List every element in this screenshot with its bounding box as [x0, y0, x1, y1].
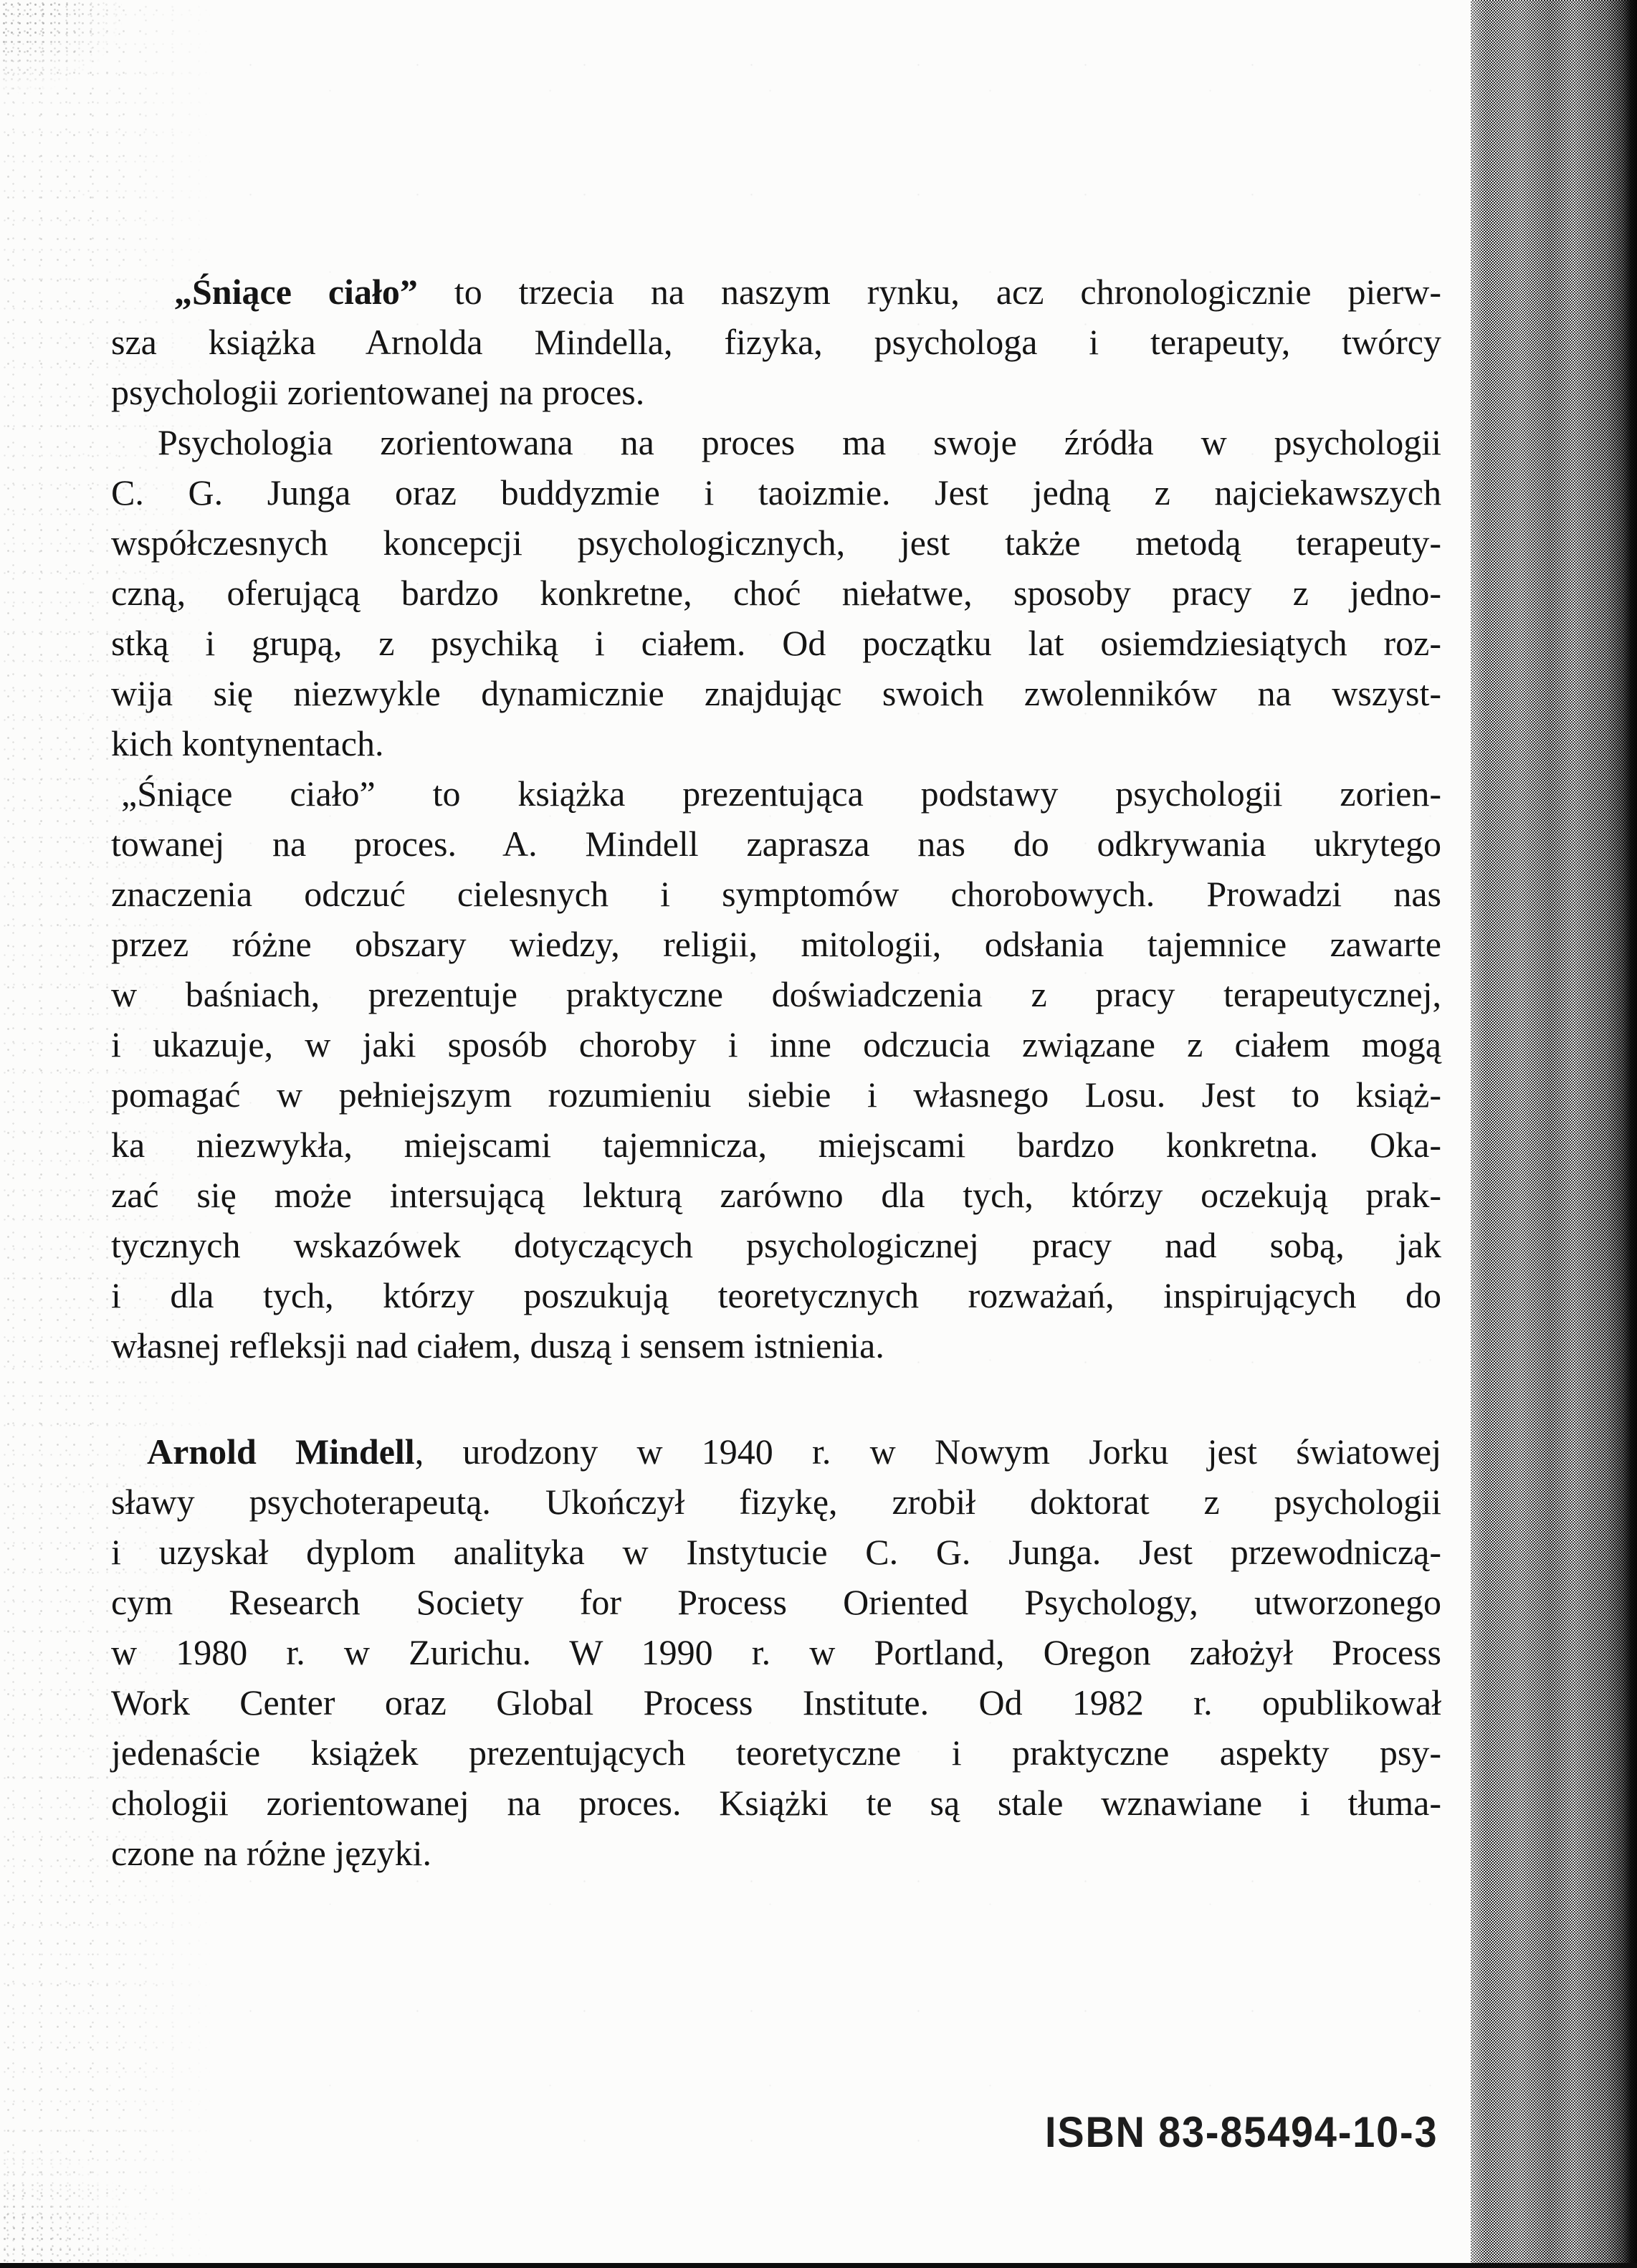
paragraph-process-psychology [111, 417, 1441, 768]
paragraph-lead-bold: „Śniące ciało” [174, 272, 418, 312]
text-line: w baśniach, prezentuje praktyczne doświadczenia z pracy terapeutycznej, [111, 974, 1441, 1014]
paragraph-author-bio [111, 1426, 1441, 1878]
text-line: psychologii zorientowanej na proces. [111, 372, 645, 412]
text-line: towanej na proces. A. Mindell zaprasza nas do odkrywania ukrytego [111, 824, 1441, 864]
text-line: sławy psychoterapeutą. Ukończył fizykę, zrobił doktorat z psychologii [111, 1482, 1441, 1522]
text-line: kich kontynentach. [111, 723, 384, 763]
paragraph-intro [111, 267, 1441, 417]
text-line: współczesnych koncepcji psychologicznych, jest także metodą terapeuty- [111, 523, 1441, 563]
paragraph-book-description [111, 768, 1441, 1371]
text-line: ka niezwykła, miejscami tajemnicza, miejscami bardzo konkretna. Oka- [111, 1125, 1441, 1165]
text-line: i uzyskał dyplom analityka w Instytucie C. G. Junga. Jest przewodniczą- [111, 1532, 1441, 1572]
text-line: wija się niezwykle dynamicznie znajdując swoich zwolenników na wszyst- [111, 673, 1441, 713]
line-text: to trzecia na naszym rynku, acz chronologicznie pierw- [417, 272, 1441, 312]
text-line: czone na różne języki. [111, 1833, 431, 1873]
scan-bottom-edge-line [0, 2263, 1637, 2268]
text-line: chologii zorientowanej na proces. Książki te są stale wznawiane i tłuma- [111, 1783, 1441, 1823]
scan-noise-top-left-corner [0, 0, 122, 93]
text-line: stką i grupą, z psychiką i ciałem. Od początku lat osiemdziesiątych roz- [111, 623, 1441, 663]
isbn-label: ISBN 83-85494-10-3 [1045, 2108, 1438, 2156]
text-line: jedenaście książek prezentujących teoretyczne i praktyczne aspekty psy- [111, 1733, 1441, 1773]
text-line: C. G. Junga oraz buddyzmie i taoizmie. Jest jedną z najciekawszych [111, 472, 1441, 513]
scan-dark-band-right [1471, 0, 1637, 2268]
paragraph-lead-bold: Arnold Mindell [147, 1431, 415, 1472]
text-line: cym Research Society for Process Oriented Psychology, utworzonego [111, 1582, 1441, 1622]
text-line: tycznych wskazówek dotyczących psychologicznej pracy nad sobą, jak [111, 1225, 1441, 1265]
line-text: , urodzony w 1940 r. w Nowym Jorku jest światowej [414, 1431, 1441, 1472]
text-line: „Śniące ciało” to książka prezentująca podstawy psychologii zorien- [121, 773, 1441, 814]
text-line: czną, oferującą bardzo konkretne, choć niełatwe, sposoby pracy z jedno- [111, 573, 1441, 613]
text-line: i ukazuje, w jaki sposób choroby i inne odczucia związane z ciałem mogą [111, 1024, 1441, 1064]
text-line: i dla tych, którzy poszukują teoretycznych rozważań, inspirujących do [111, 1275, 1441, 1315]
text-line [111, 267, 1441, 317]
scan-noise-bottom-left-corner [0, 2148, 136, 2262]
text-line: sza książka Arnolda Mindella, fizyka, psychologa i terapeuty, twórcy [111, 322, 1441, 362]
blurb-text-block [111, 267, 1441, 1878]
text-line: znaczenia odczuć cielesnych i symptomów chorobowych. Prowadzi nas [111, 874, 1441, 914]
text-line: Psychologia zorientowana na proces ma swoje źródła w psychologii [158, 422, 1441, 462]
text-line: pomagać w pełniejszym rozumieniu siebie i własnego Losu. Jest to książ- [111, 1075, 1441, 1115]
text-line: własnej refleksji nad ciałem, duszą i sensem istnienia. [111, 1325, 884, 1366]
text-line: Work Center oraz Global Process Institute. Od 1982 r. opublikował [111, 1682, 1441, 1723]
text-line: w 1980 r. w Zurichu. W 1990 r. w Portland, Oregon założył Process [111, 1632, 1441, 1672]
text-line: przez różne obszary wiedzy, religii, mitologii, odsłania tajemnice zawarte [111, 924, 1441, 964]
text-line [111, 1426, 1441, 1477]
text-line: zać się może intersującą lekturą zarówno dla tych, którzy oczekują prak- [111, 1175, 1441, 1215]
